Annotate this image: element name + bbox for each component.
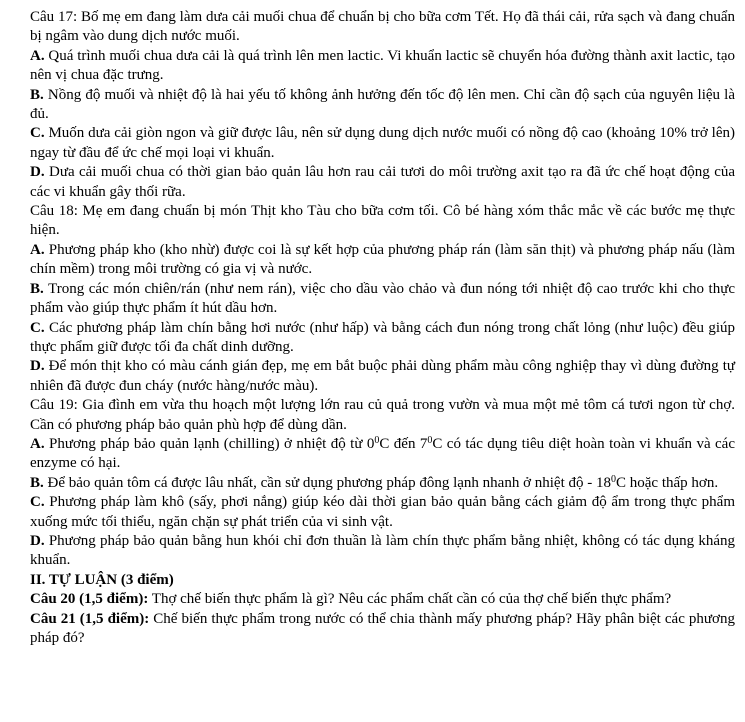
option-label: D. bbox=[30, 164, 45, 181]
option-label: D. bbox=[30, 532, 45, 549]
question-19-option-d bbox=[30, 532, 735, 571]
option-label: D. bbox=[30, 358, 45, 375]
option-label: B. bbox=[30, 280, 44, 297]
option-text: Phương pháp bảo quản bằng hun khói chỉ đơn thuần là làm chín thực phẩm bằng nhiệt, không có tác dụng kháng khuẩn. bbox=[30, 532, 735, 569]
option-text: Các phương pháp làm chín bằng hơi nước (như hấp) và bằng cách đun nóng trong chất lỏng (như luộc) đều giúp thực phẩm giữ được tối đa chất dinh dưỡng. bbox=[30, 319, 735, 355]
question-18-option-b bbox=[30, 280, 735, 319]
option-text: Muốn dưa cải giòn ngon và giữ được lâu, nên sử dụng dung dịch nước muối có nồng độ cao (khoảng 10% trở lên) ngay từ đầu để ức chế mọi loại vi khuẩn. bbox=[30, 125, 736, 161]
question-17-option-c bbox=[30, 124, 735, 163]
section-title: II. TỰ LUẬN (3 điểm) bbox=[30, 571, 174, 588]
question-18-option-c bbox=[30, 319, 735, 358]
question-18-stem: Câu 18: Mẹ em đang chuẩn bị món Thịt kho Tàu cho bữa cơm tối. Cô bé hàng xóm thắc mắc về các bước mẹ thực hiện. bbox=[30, 203, 735, 239]
question-19-option-b bbox=[30, 474, 735, 493]
question-19-option-a bbox=[30, 435, 735, 474]
option-label: A. bbox=[30, 435, 45, 452]
option-label: C. bbox=[30, 494, 45, 511]
question-19-stem: Câu 19: Gia đình em vừa thu hoạch một lượng lớn rau củ quả trong vườn và mua một mẻ tôm cá tươi ngon từ chợ. Cần có phương pháp bảo quản phù hợp để dùng dần. bbox=[30, 397, 735, 433]
option-label: C. bbox=[30, 125, 45, 142]
question-19-option-c bbox=[30, 493, 735, 532]
degree-superscript: 0 bbox=[611, 473, 616, 485]
essay-question-text: Chế biến thực phẩm trong nước có thể chia thành mấy phương pháp? Hãy phân biệt các phương pháp đó? bbox=[30, 610, 735, 646]
question-17-stem: Câu 17: Bố mẹ em đang làm dưa cải muối chua để chuẩn bị cho bữa cơm Tết. Họ đã thái cải, rửa sạch và đang chuẩn bị ngâm vào dung dịch nước muối. bbox=[30, 9, 735, 45]
option-text-part: Để bảo quản tôm cá được lâu nhất, cần sử dụng phương pháp đông lạnh nhanh ở nhiệt độ - 18 bbox=[47, 474, 611, 491]
question-17-option-d bbox=[30, 163, 735, 202]
question-17-option-b bbox=[30, 86, 735, 125]
option-label: A. bbox=[30, 47, 45, 64]
option-label: A. bbox=[30, 241, 45, 258]
option-text-part: C đến 7 bbox=[379, 435, 428, 452]
option-text: Phương pháp kho (kho nhừ) được coi là sự kết hợp của phương pháp rán (làm săn thịt) và phương pháp nấu (làm chín mềm) trong môi trường có gia vị và nước. bbox=[30, 241, 736, 278]
degree-superscript: 0 bbox=[427, 434, 433, 446]
question-18-option-a bbox=[30, 241, 735, 280]
option-text: Để món thịt kho có màu cánh gián đẹp, mẹ em bắt buộc phải dùng phẩm màu công nghiệp thay vì dùng đường tự nhiên đã được đun cháy (nước hàng/nước màu). bbox=[30, 358, 736, 394]
option-text: Trong các món chiên/rán (như nem rán), việc cho dầu vào chảo và đun nóng tới nhiệt độ cao trước khi cho thực phẩm vào giúp thực phẩm ít hút dầu hơn. bbox=[30, 280, 735, 317]
option-text: Dưa cải muối chua có thời gian bảo quản lâu hơn rau cải tươi do môi trường axit tạo ra đã ức chế hoạt động của các vi khuẩn gây thối rữa. bbox=[30, 164, 736, 200]
essay-question-21 bbox=[30, 610, 735, 649]
option-text-part: C hoặc thấp hơn. bbox=[616, 474, 719, 491]
question-17-option-a bbox=[30, 47, 735, 86]
option-label: B. bbox=[30, 474, 44, 491]
degree-superscript: 0 bbox=[374, 434, 380, 446]
option-text: Nồng độ muối và nhiệt độ là hai yếu tố không ảnh hưởng đến tốc độ lên men. Chỉ cần độ sạch của nguyên liệu là đủ. bbox=[30, 86, 736, 123]
option-label: C. bbox=[30, 319, 45, 336]
option-text-part: Phương pháp bảo quản lạnh (chilling) ở nhiệt độ từ 0 bbox=[49, 435, 375, 452]
essay-question-head: Câu 20 (1,5 điểm): bbox=[30, 591, 149, 608]
option-text: Phương pháp làm khô (sấy, phơi nắng) giúp kéo dài thời gian bảo quản bằng cách giảm độ ẩm trong thực phẩm xuống mức tối thiểu, ngăn chặn sự phát triển của vi sinh vật. bbox=[30, 494, 736, 530]
essay-question-head: Câu 21 (1,5 điểm): bbox=[30, 610, 150, 627]
essay-question-text: Thợ chế biến thực phẩm là gì? Nêu các phẩm chất cần có của thợ chế biến thực phẩm? bbox=[148, 591, 672, 608]
option-text: Quá trình muối chua dưa cải là quá trình lên men lactic. Vi khuẩn lactic sẽ chuyển hóa đường thành axit lactic, tạo nên vị chua đặc trưng. bbox=[30, 47, 735, 84]
option-text-part: C có tác dụng tiêu diệt hoàn toàn vi khuẩn và các enzyme có hại. bbox=[30, 435, 736, 472]
option-label: B. bbox=[30, 86, 44, 103]
essay-question-20 bbox=[30, 590, 735, 609]
question-18-option-d bbox=[30, 357, 735, 396]
